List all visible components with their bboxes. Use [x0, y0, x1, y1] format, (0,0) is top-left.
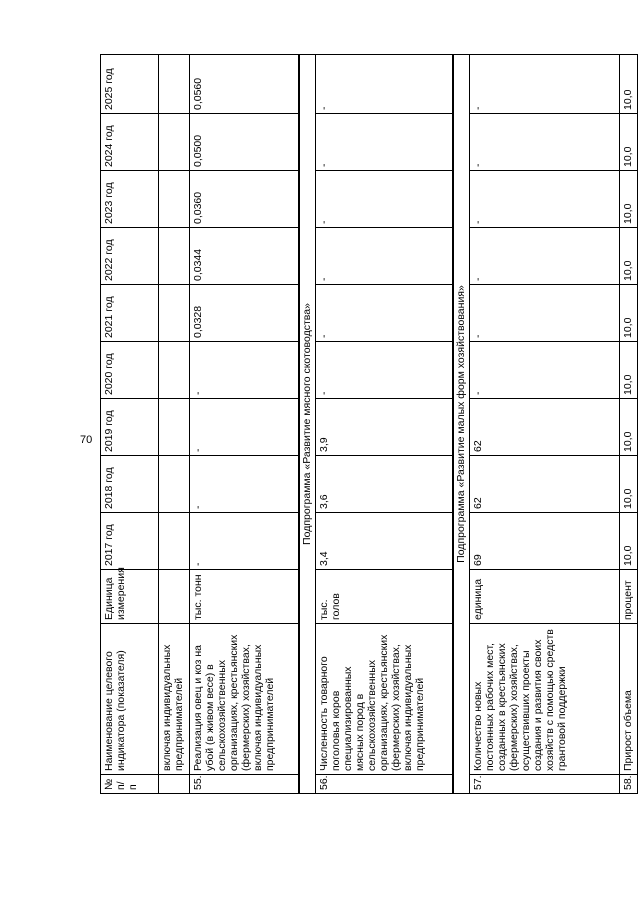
subprogram-row: [453, 55, 470, 794]
header-year: 2017 год: [101, 513, 159, 570]
cell-value: 10,0: [620, 342, 638, 399]
cell-num: 58.: [620, 775, 638, 794]
header-year: 2024 год: [101, 114, 159, 171]
subprogram-title: Подпрограмма «Развитие мясного скотоводства»: [299, 55, 316, 794]
rotated-table-container: [100, 55, 638, 794]
cell-value: 10,0: [620, 285, 638, 342]
cell-value: 10,0: [620, 456, 638, 513]
header-year: 2020 год: [101, 342, 159, 399]
cell-value: 0,0328: [190, 285, 299, 342]
cell-value: -: [190, 513, 299, 570]
cell-value: 0,0344: [190, 228, 299, 285]
subprogram-title: Подпрограмма «Развитие малых форм хозяйствования»: [453, 55, 470, 794]
cell-value: -: [470, 114, 620, 171]
page-number: 70: [80, 434, 93, 446]
table-row-56: [315, 55, 452, 794]
header-row: [101, 55, 159, 794]
cell-value: 3,4: [315, 513, 452, 570]
cell-value: 10,0: [620, 513, 638, 570]
cell-value: 69: [470, 513, 620, 570]
cell-name: Реализация овец и коз на убой (в живом весе) в сельскохозяйственных организациях, крестьянских (фермерских) хозяйствах, включая индивидуальных предпринимателей: [190, 624, 299, 775]
header-year: 2021 год: [101, 285, 159, 342]
cell-value: 10,0: [620, 171, 638, 228]
cell-value: -: [315, 228, 452, 285]
cell-num: [158, 775, 189, 794]
cell-value: 62: [470, 456, 620, 513]
cell-value: -: [470, 55, 620, 114]
cell-value: -: [190, 342, 299, 399]
cell-unit: тыс. голов: [315, 570, 452, 624]
cell-value: 3,6: [315, 456, 452, 513]
cell-value: -: [315, 55, 452, 114]
cell-value: 0,0360: [190, 171, 299, 228]
header-unit: Единица измерения: [101, 570, 159, 624]
cell-value: -: [470, 171, 620, 228]
cell-value: 10,0: [620, 55, 638, 114]
cell-value: -: [470, 228, 620, 285]
cell-value: 62: [470, 399, 620, 456]
cell-name: Численность товарного поголовья коров специализированных мясных пород в сельскохозяйственных организациях, крестьянских (фермерских) хозяйствах, включая индивидуальных предпринимателей: [315, 624, 452, 775]
cell-num: 55.: [190, 775, 299, 794]
cell-num: 56.: [315, 775, 452, 794]
table-row-58: [620, 55, 638, 794]
cell-name: Количество новых постоянных рабочих мест, созданных в крестьянских (фермерских) хозяйствах, осуществивших проекты создания и развития своих хозяйств с помощью средств грантовой поддержки: [470, 624, 620, 775]
header-name: Наименование целевого индикатора (показателя): [101, 624, 159, 775]
cell-value: -: [470, 342, 620, 399]
cell-value: -: [190, 399, 299, 456]
cell-value: -: [315, 342, 452, 399]
cell-value: -: [190, 456, 299, 513]
cell-unit: единица: [470, 570, 620, 624]
cell-unit: тыс. тонн: [190, 570, 299, 624]
header-year: 2019 год: [101, 399, 159, 456]
header-year: 2018 год: [101, 456, 159, 513]
cell-value: 10,0: [620, 228, 638, 285]
cell-value: -: [315, 114, 452, 171]
cell-name: Прирост объема: [620, 624, 638, 775]
header-year: 2023 год: [101, 171, 159, 228]
cell-value: -: [315, 171, 452, 228]
cell-value: 0,0500: [190, 114, 299, 171]
cell-value: 3,9: [315, 399, 452, 456]
table-row-57: [470, 55, 620, 794]
cell-value: -: [315, 285, 452, 342]
header-year: 2022 год: [101, 228, 159, 285]
cell-value: 0,0560: [190, 55, 299, 114]
cell-num: 57.: [470, 775, 620, 794]
indicators-table: [100, 54, 638, 794]
table-row-55: [190, 55, 299, 794]
continuation-row: [158, 55, 189, 794]
header-num: № п/п: [101, 775, 159, 794]
cell-name: включая индивидуальных предпринимателей: [158, 624, 189, 775]
cell-value: 10,0: [620, 399, 638, 456]
cell-value: 10,0: [620, 114, 638, 171]
header-year: 2025 год: [101, 55, 159, 114]
cell-unit: процент: [620, 570, 638, 624]
cell-value: -: [470, 285, 620, 342]
subprogram-row: [299, 55, 316, 794]
